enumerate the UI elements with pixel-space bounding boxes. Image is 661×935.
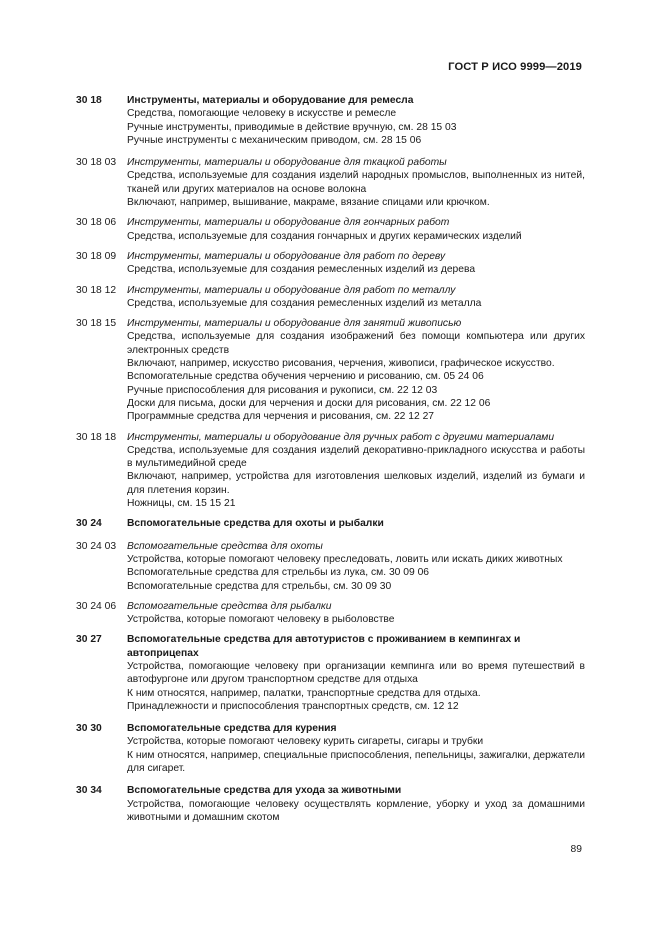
entry-description [127, 330, 585, 423]
entry-code: 30 18 [76, 95, 102, 106]
entry-heading [76, 317, 585, 330]
entry-description [127, 230, 585, 243]
description-line: Ножницы, см. 15 15 21 [127, 498, 236, 510]
entry-heading [76, 600, 585, 613]
entry-heading [76, 517, 585, 530]
entry-code: 30 24 [76, 518, 102, 530]
entry-title: Вспомогательные средства для автотуристов с проживанием в кемпингах и автоприцепах [127, 634, 521, 659]
description-line: Включают, например, устройства для изготовления шелковых изделий, изделий из бумаги и для плетения корзин. [127, 471, 585, 496]
entry-description [127, 798, 585, 825]
classification-entry [76, 633, 585, 713]
entry-title: Вспомогательные средства для курения [127, 723, 337, 735]
description-line: Программные средства для черчения и рисования, см. 22 12 27 [127, 411, 435, 423]
description-line: Вспомогательные средства для стрельбы, см. 30 09 30 [127, 580, 392, 592]
page-number: 89 [570, 844, 582, 855]
classification-entry [76, 517, 585, 530]
entry-title: Инструменты, материалы и оборудование для ткацкой работы [127, 157, 447, 169]
description-line: К ним относятся, например, специальные приспособления, пепельницы, зажигалки, держатели для сигарет. [127, 749, 585, 775]
entry-title: Инструменты, материалы и оборудование для ремесла [127, 95, 414, 106]
entry-code: 30 24 03 [76, 540, 117, 552]
entry-title: Вспомогательные средства для охоты и рыбалки [127, 518, 384, 530]
classification-entry [76, 284, 585, 311]
classification-entry [76, 94, 585, 147]
entry-title: Вспомогательные средства для рыбалки [127, 600, 332, 612]
description-line: Устройства, помогающие человеку осуществлять кормление, уборку и уход за домашними животными и домашним скотом [127, 798, 585, 823]
classification-entry [76, 600, 585, 627]
entry-code: 30 30 [76, 723, 102, 735]
classification-entry [76, 784, 585, 824]
classification-entry [76, 216, 585, 243]
description-line: Вспомогательные средства обучения черчению и рисованию, см. 05 24 06 [127, 371, 484, 383]
description-line: К ним относятся, например, палатки, транспортные средства для отдыха. [127, 687, 481, 699]
description-line: Устройства, помогающие человеку при организации кемпинга или во время путешествий в автофургоне или другом транспортном средстве для отдыха [127, 660, 585, 686]
entry-code: 30 27 [76, 634, 102, 646]
entry-code: 30 18 09 [76, 250, 117, 262]
entry-heading [76, 722, 585, 735]
entry-heading [76, 784, 585, 797]
classification-entry [76, 250, 585, 277]
entry-heading [76, 633, 585, 660]
entry-heading [76, 250, 585, 263]
description-line: Устройства, которые помогают человеку курить сигареты, сигары и трубки [127, 736, 484, 748]
entry-description [127, 735, 585, 775]
classification-entry [76, 156, 585, 209]
entry-description [127, 169, 585, 209]
entry-title: Инструменты, материалы и оборудование для ручных работ с другими материалами [127, 431, 555, 443]
description-line: Устройства, которые помогают человеку в рыболовстве [127, 614, 395, 626]
entry-code: 30 18 06 [76, 217, 117, 229]
entry-heading [76, 156, 585, 169]
entry-code: 30 18 12 [76, 284, 117, 296]
classification-entry [76, 317, 585, 423]
description-line: Средства, используемые для создания изделий народных промыслов, выполненных из нитей, тканей или других материалов на основе волокна [127, 170, 585, 195]
description-line: Ручные инструменты, приводимые в действие вручную, см. 28 15 03 [127, 121, 457, 133]
classification-entry [76, 540, 585, 593]
entry-title: Инструменты, материалы и оборудование для работ по дереву [127, 250, 446, 262]
description-line: Средства, используемые для создания ремесленных изделий из металла [127, 297, 482, 309]
entry-heading [76, 284, 585, 297]
description-line: Средства, помогающие человеку в искусстве и ремесле [127, 108, 397, 120]
description-line: Средства, используемые для создания изделий декоративно-прикладного искусства и работы в мультимедийной среде [127, 444, 585, 470]
entry-code: 30 18 15 [76, 318, 117, 330]
entry-title: Вспомогательные средства для ухода за животными [127, 785, 402, 797]
entry-description [127, 297, 585, 310]
entry-code: 30 24 06 [76, 600, 117, 612]
description-line: Ручные приспособления для рисования и рукописи, см. 22 12 03 [127, 384, 438, 396]
description-line: Включают, например, искусство рисования, черчения, живописи, графическое искусство. [127, 358, 555, 370]
entry-title: Вспомогательные средства для охоты [127, 540, 323, 552]
entry-description [127, 613, 585, 626]
entry-code: 30 18 18 [76, 431, 117, 443]
entry-description [127, 444, 585, 510]
classification-entry [76, 431, 585, 511]
classification-list [76, 94, 585, 833]
description-line: Средства, используемые для создания гончарных и других керамических изделий [127, 230, 522, 242]
description-line: Средства, используемые для создания ремесленных изделий из дерева [127, 264, 476, 276]
entry-description [127, 553, 585, 593]
description-line: Доски для письма, доски для черчения и доски для рисования, см. 22 12 06 [127, 397, 491, 409]
classification-entry [76, 722, 585, 775]
description-line: Принадлежности и приспособления транспортных средств, см. 12 12 [127, 700, 459, 712]
entry-title: Инструменты, материалы и оборудование для гончарных работ [127, 217, 450, 229]
entry-title: Инструменты, материалы и оборудование для работ по металлу [127, 284, 456, 296]
description-line: Средства, используемые для создания изображений без помощи компьютера или других электронных средств [127, 331, 585, 356]
document-header: ГОСТ Р ИСО 9999—2019 [448, 61, 582, 73]
entry-description [127, 263, 585, 276]
entry-heading [76, 94, 585, 107]
description-line: Устройства, которые помогают человеку преследовать, ловить или искать диких животных [127, 553, 563, 565]
description-line: Включают, например, вышивание, макраме, вязание спицами или крючком. [127, 197, 490, 209]
description-line: Вспомогательные средства для стрельбы из лука, см. 30 09 06 [127, 567, 430, 579]
entry-description [127, 107, 585, 147]
entry-heading [76, 216, 585, 229]
entry-heading [76, 431, 585, 444]
entry-code: 30 34 [76, 785, 102, 797]
entry-heading [76, 540, 585, 553]
entry-title: Инструменты, материалы и оборудование для занятий живописью [127, 318, 462, 330]
entry-code: 30 18 03 [76, 157, 117, 169]
description-line: Ручные инструменты с механическим приводом, см. 28 15 06 [127, 134, 422, 146]
entry-description [127, 660, 585, 713]
